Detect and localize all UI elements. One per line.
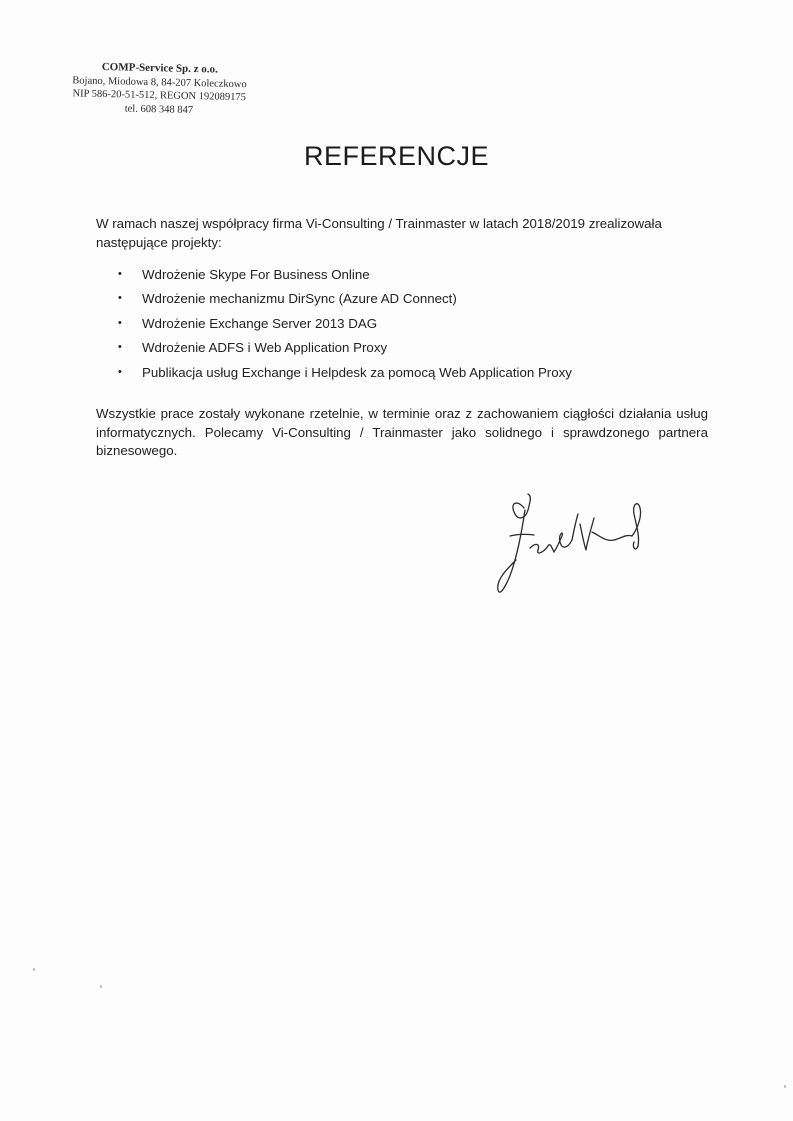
projects-list xyxy=(118,265,572,387)
list-item xyxy=(118,338,572,362)
bullet-icon: • xyxy=(118,341,122,354)
list-item xyxy=(118,363,572,387)
bullet-icon: • xyxy=(118,316,122,329)
list-item xyxy=(118,289,572,313)
stamp-phone: tel. 608 348 847 xyxy=(124,102,194,116)
document-title: REFERENCJE xyxy=(303,141,490,171)
stamp-tax-ids: NIP 586-20-51-512, REGON 192089175 xyxy=(72,88,247,104)
handwritten-signature xyxy=(488,490,668,605)
company-stamp xyxy=(59,60,260,119)
project-label: Wdrożenie Skype For Business Online xyxy=(142,267,370,282)
intro-paragraph: W ramach naszej współpracy firma Vi-Consulting / Trainmaster w latach 2018/2019 zrealizowała następujące projekty: xyxy=(96,216,662,250)
scan-speck xyxy=(33,968,35,971)
bullet-icon: • xyxy=(118,268,122,280)
project-label: Wdrożenie ADFS i Web Application Proxy xyxy=(142,340,388,356)
scan-speck xyxy=(100,985,102,988)
closing-paragraph: Wszystkie prace zostały wykonane rzetelnie, w terminie oraz z zachowaniem ciągłości działania usług informatycznych. Polecamy Vi-Consulting / Trainmaster jako solidnego i sprawdzonego partnera biznesowego. xyxy=(96,406,708,458)
stamp-address: Bojano, Miodowa 8, 84-207 Koleczkowo xyxy=(72,74,247,90)
bullet-icon: • xyxy=(118,292,122,305)
scan-speck xyxy=(784,1085,786,1088)
list-item xyxy=(118,314,572,338)
project-label: Wdrożenie Exchange Server 2013 DAG xyxy=(142,315,378,331)
bullet-icon: • xyxy=(118,365,122,378)
stamp-company-name: COMP-Service Sp. z o.o. xyxy=(101,60,219,76)
list-item xyxy=(118,265,572,289)
project-label: Publikacja usług Exchange i Helpdesk za pomocą Web Application Proxy xyxy=(142,364,572,380)
project-label: Wdrożenie mechanizmu DirSync (Azure AD Connect) xyxy=(142,291,457,307)
